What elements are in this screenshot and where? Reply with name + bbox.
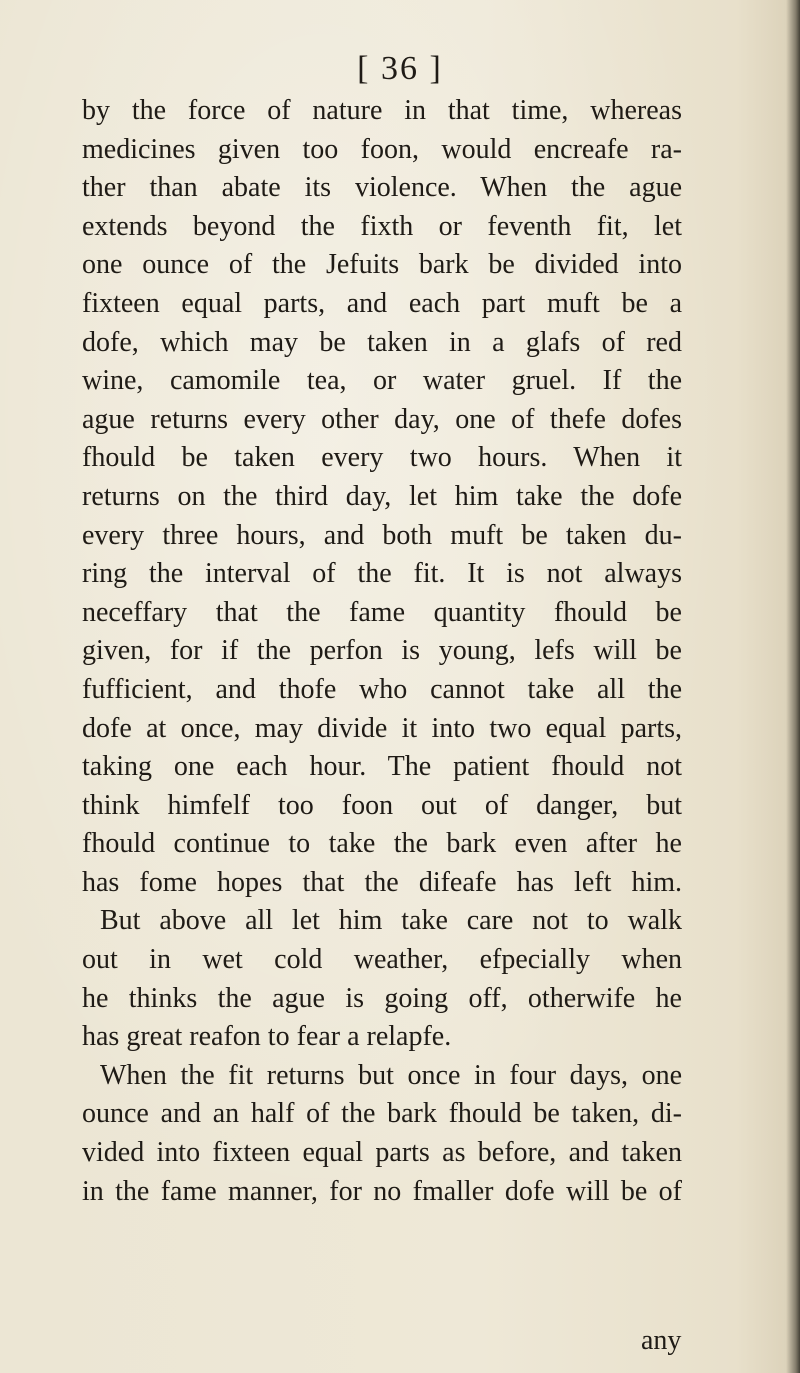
text-line: ague returns every other day, one of thefe dofes [82, 403, 682, 435]
text-line: fhould be taken every two hours. When it [82, 442, 682, 474]
text-line: ther than abate its violence. When the ague [82, 172, 682, 204]
text-line: one ounce of the Jefuits bark be divided into [82, 249, 682, 281]
text-line: But above all let him take care not to walk [100, 905, 682, 937]
text-line: When the fit returns but once in four days, one [100, 1059, 682, 1091]
text-line: vided into fixteen equal parts as before, and taken [82, 1137, 682, 1169]
text-line: he thinks the ague is going off, otherwife he [82, 982, 682, 1014]
catchword: any [641, 1325, 682, 1356]
text-line: dofe, which may be taken in a glafs of red [82, 326, 682, 358]
page-number-header: [ 36 ] [357, 50, 443, 87]
text-line: medicines given too foon, would encreafe ra- [82, 133, 682, 165]
text-line: has great reafon to fear a relapfe. [82, 1021, 452, 1053]
text-line: in the fame manner, for no fmaller dofe will be of [82, 1175, 682, 1207]
text-line: extends beyond the fixth or feventh fit, let [82, 210, 682, 242]
text-line: every three hours, and both muft be taken du- [82, 519, 682, 551]
text-line: ring the interval of the fit. It is not always [82, 558, 682, 590]
text-line: fufficient, and thofe who cannot take all the [82, 673, 682, 705]
text-line: returns on the third day, let him take the dofe [82, 480, 682, 512]
text-line: out in wet cold weather, efpecially when [82, 944, 682, 976]
text-line: taking one each hour. The patient fhould not [82, 751, 682, 783]
text-line: dofe at once, may divide it into two equal parts, [82, 712, 682, 744]
text-line: wine, camomile tea, or water gruel. If the [82, 365, 682, 397]
page-edge-shadow [786, 0, 800, 1373]
body-text [82, 92, 682, 1211]
text-line: ounce and an half of the bark fhould be taken, di- [82, 1098, 682, 1130]
text-line: neceffary that the fame quantity fhould be [82, 596, 682, 628]
text-line: think himfelf too foon out of danger, but [82, 789, 682, 821]
text-line: by the force of nature in that time, whereas [82, 95, 682, 126]
text-line: has fome hopes that the difeafe has left him. [82, 866, 682, 898]
text-line: fixteen equal parts, and each part muft be a [82, 287, 682, 319]
text-line: fhould continue to take the bark even after he [82, 828, 682, 860]
text-line: given, for if the perfon is young, lefs will be [82, 635, 682, 667]
